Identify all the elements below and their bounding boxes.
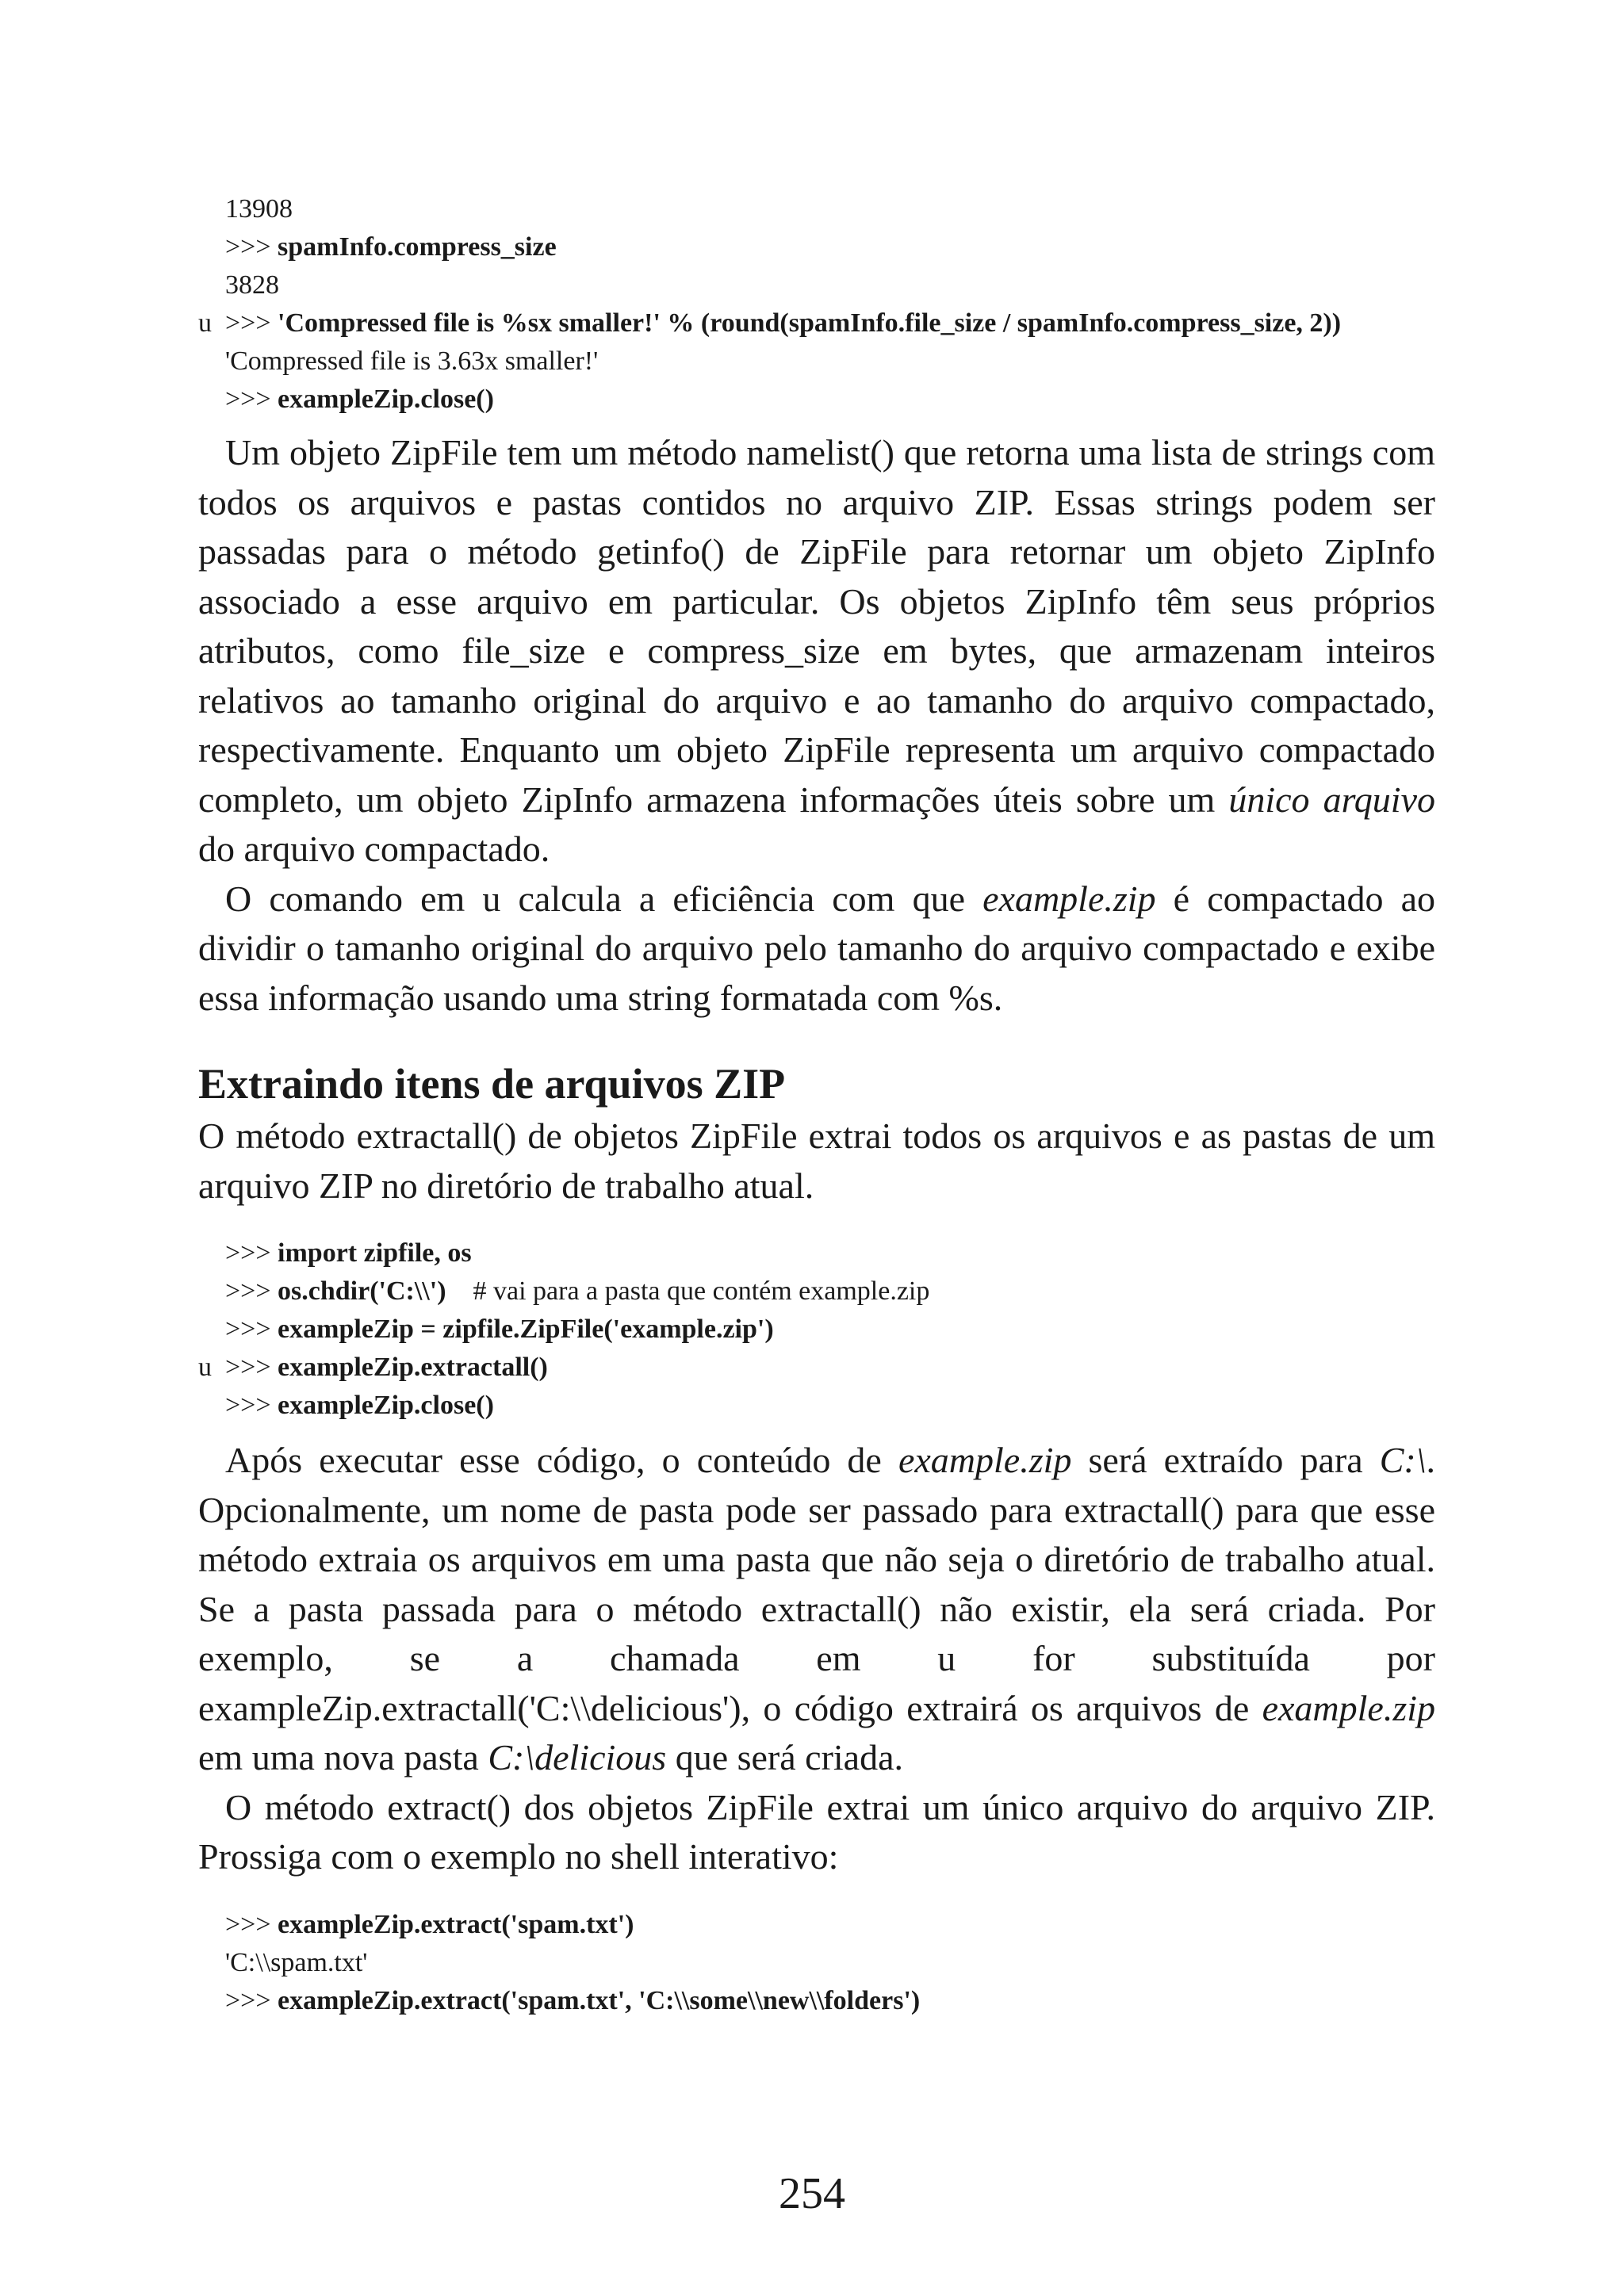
- code-input: 'Compressed file is %sx smaller!' % (round(spamInfo.file_size / spamInfo.compress_size, 2)): [278, 308, 1342, 338]
- code-line: [198, 1272, 1435, 1311]
- code-line: [198, 1906, 1435, 1944]
- code-line: [198, 1234, 1435, 1272]
- code-marker: u: [198, 308, 212, 338]
- page-number: 254: [779, 2169, 845, 2218]
- emphasis: C:\: [1379, 1440, 1427, 1480]
- code-line: [198, 266, 1435, 304]
- code-line: [198, 342, 1435, 381]
- code-line: [198, 381, 1435, 419]
- code-line: [198, 1387, 1435, 1425]
- code-block-1: [198, 190, 1435, 419]
- emphasis: example.zip: [1262, 1687, 1435, 1728]
- code-input: exampleZip.close(): [278, 385, 494, 414]
- code-input: import zipfile, os: [278, 1238, 472, 1268]
- code-prompt: >>>: [225, 1314, 278, 1344]
- code-comment: # vai para a pasta que contém example.zip: [446, 1276, 930, 1306]
- code-line: [198, 1944, 1435, 1982]
- paragraph-text: . Opcionalmente, um nome de pasta pode ser passado para extractall() para que esse método extraia os arquivos em uma pasta que não seja o diretório de trabalho atual. Se a pasta passada para o método extractall() não existir, ela será criada. Por exemplo, se a chamada em u for substituída por exampleZip.extractall('C:\\delicious'), o código extrairá os arquivos de: [198, 1440, 1435, 1728]
- emphasis: único arquivo: [1228, 779, 1435, 820]
- page-content: [198, 190, 1435, 2020]
- paragraph-text: será extraído para: [1071, 1440, 1380, 1480]
- paragraph: O método extractall() de objetos ZipFile extrai todos os arquivos e as pastas de um arquivo ZIP no diretório de trabalho atual.: [198, 1115, 1435, 1206]
- code-prompt: >>>: [225, 308, 278, 338]
- paragraph-text: que será criada.: [666, 1737, 904, 1777]
- code-prompt: >>>: [225, 385, 278, 414]
- paragraph: [198, 1436, 1435, 1783]
- code-output: 3828: [225, 270, 279, 300]
- code-line: [198, 1982, 1435, 2020]
- code-prompt: >>>: [225, 1909, 278, 1939]
- paragraph-text: do arquivo compactado.: [198, 828, 550, 869]
- code-line: [198, 228, 1435, 266]
- code-prompt: >>>: [225, 1353, 278, 1382]
- emphasis: C:\delicious: [488, 1737, 667, 1777]
- emphasis: example.zip: [898, 1440, 1072, 1480]
- section-heading: Extraindo itens de arquivos ZIP: [198, 1060, 786, 1108]
- paragraph-text: em uma nova pasta: [198, 1737, 488, 1777]
- code-line: [198, 1349, 1435, 1387]
- code-input: exampleZip.extractall(): [278, 1353, 548, 1382]
- code-input: exampleZip.extract('spam.txt', 'C:\\some\\new\\folders'): [278, 1985, 921, 2015]
- code-input: spamInfo.compress_size: [278, 232, 557, 262]
- code-line: [198, 304, 1435, 342]
- code-block-3: [198, 1906, 1435, 2020]
- code-output: 13908: [225, 194, 293, 224]
- code-block-2: [198, 1234, 1435, 1425]
- code-line: [198, 190, 1435, 228]
- paragraph: O método extract() dos objetos ZipFile extrai um único arquivo do arquivo ZIP. Prossiga com o exemplo no shell interativo:: [198, 1786, 1435, 1877]
- paragraph-text: é compactado ao dividir o tamanho original do arquivo pelo tamanho do arquivo compactado e exibe essa informação usando uma string formatada com %s.: [198, 878, 1435, 1018]
- code-marker: u: [198, 1353, 212, 1382]
- code-input: exampleZip = zipfile.ZipFile('example.zip'): [278, 1314, 774, 1344]
- paragraph: [198, 428, 1435, 874]
- code-line: [198, 1311, 1435, 1349]
- paragraph-text: Um objeto ZipFile tem um método namelist() que retorna uma lista de strings com todos os arquivos e pastas contidos no arquivo ZIP. Essas strings podem ser passadas para o método getinfo() de ZipFile para retornar um objeto ZipInfo associado a esse arquivo em particular. Os objetos ZipInfo têm seus próprios atributos, como file_size e compress_size em bytes, que armazenam inteiros relativos ao tamanho original do arquivo e ao tamanho do arquivo compactado, respectivamente. Enquanto um objeto ZipFile representa um arquivo compactado completo, um objeto ZipInfo armazena informações úteis sobre um: [198, 432, 1435, 820]
- code-prompt: >>>: [225, 1391, 278, 1420]
- code-output: 'C:\\spam.txt': [225, 1947, 368, 1977]
- code-prompt: >>>: [225, 1985, 278, 2015]
- code-prompt: >>>: [225, 1276, 278, 1306]
- code-input: exampleZip.close(): [278, 1391, 494, 1420]
- code-prompt: >>>: [225, 1238, 278, 1268]
- code-input: exampleZip.extract('spam.txt'): [278, 1909, 634, 1939]
- code-output: 'Compressed file is 3.63x smaller!': [225, 346, 599, 376]
- paragraph-text: Após executar esse código, o conteúdo de: [225, 1440, 898, 1480]
- emphasis: example.zip: [982, 878, 1156, 919]
- code-prompt: >>>: [225, 232, 278, 262]
- code-input: os.chdir('C:\\'): [278, 1276, 446, 1306]
- paragraph: [198, 874, 1435, 1024]
- paragraph-text: O comando em u calcula a eficiência com que: [225, 878, 983, 919]
